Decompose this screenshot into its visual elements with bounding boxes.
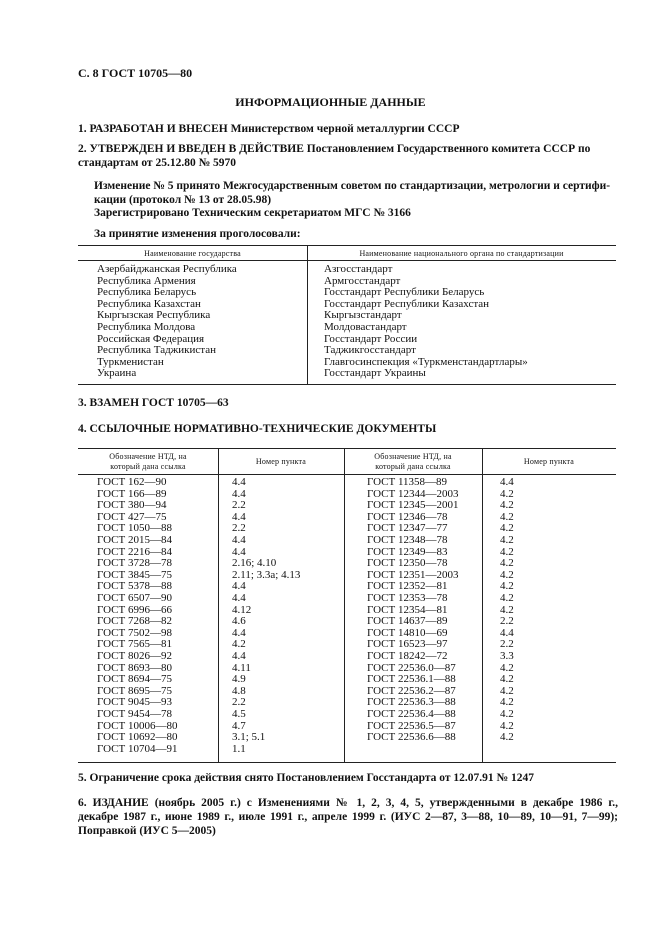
item-1-lead: 1. РАЗРАБОТАН И ВНЕСЕН [78,123,228,135]
vote-row-body: Госстандарт Республики Беларусь [324,286,485,299]
ref-left-num: 4.7 [232,719,246,732]
vote-header-body: Наименование национального органа по стандартизации [359,249,564,258]
ref-right-doc: ГОСТ 12352—81 [367,580,448,593]
ref-right-num: 2.2 [500,615,514,628]
ref-right-num: 4.2 [500,557,514,570]
ref-right-num: 4.2 [500,696,514,709]
page-header: С. 8 ГОСТ 10705—80 [78,66,193,80]
ref-right-doc: ГОСТ 12349—83 [367,545,448,558]
ref-right-num: 4.2 [500,487,514,500]
ref-right-doc: ГОСТ 12347—77 [367,522,448,535]
ref-right-doc: ГОСТ 12348—78 [367,534,448,546]
voted-heading: За принятие изменения проголосовали: [94,228,301,240]
ref-left-num: 4.4 [232,545,246,558]
change-line-3: Зарегистрировано Техническим секретариатом МГС № 3166 [94,207,411,219]
ref-right-num: 4.2 [500,719,514,732]
ref-left-doc: ГОСТ 6507—90 [97,592,172,604]
ref-left-doc: ГОСТ 3845—75 [97,568,172,581]
ref-right-doc: ГОСТ 12344—2003 [367,487,459,500]
ref-right-doc: ГОСТ 11358—89 [367,476,448,488]
ref-left-doc: ГОСТ 8026—92 [97,650,172,662]
vote-row-body: Главгосинспекция «Туркменстандартлары» [324,355,528,368]
ref-left-num: 2.16; 4.10 [232,557,277,570]
ref-left-num: 3.1; 5.1 [232,731,266,744]
vote-row-state: Азербайджанская Республика [97,263,237,275]
ref-left-num: 4.2 [232,638,246,651]
ref-left-doc: ГОСТ 10704—91 [97,742,178,755]
vote-row-state: Республика Молдова [97,321,196,333]
ref-right-num: 4.2 [500,499,514,512]
vote-row-body: Госстандарт Украины [324,367,426,380]
ref-left-num: 4.4 [232,580,246,593]
ref-left-num: 4.4 [232,650,246,662]
vote-row-state: Туркменистан [97,355,164,368]
ref-header-doc-right [344,452,482,472]
ref-right-doc: ГОСТ 12345—2001 [367,499,459,512]
ref-left-doc: ГОСТ 7268—82 [97,615,172,628]
ref-right-doc: ГОСТ 14810—69 [367,626,448,639]
ref-header-doc-right-l2: который дана ссылка [375,462,451,471]
ref-left-doc: ГОСТ 8694—75 [97,673,172,686]
ref-left-num: 1.1 [232,742,246,755]
ref-left-doc: ГОСТ 3728—78 [97,557,172,570]
ref-right-num: 4.2 [500,545,514,558]
ref-left-num: 4.6 [232,615,246,628]
ref-right-doc: ГОСТ 22536.1—88 [367,673,456,686]
page-title: ИНФОРМАЦИОННЫЕ ДАННЫЕ [235,95,426,109]
ref-left-doc: ГОСТ 7565—81 [97,638,172,651]
ref-left-doc: ГОСТ 9454—78 [97,708,172,720]
ref-right-doc: ГОСТ 16523—97 [367,638,448,651]
ref-right-num: 4.2 [500,568,514,581]
ref-right-num: 3.3 [500,650,514,662]
ref-header-doc-right-l1: Обозначение НТД, на [374,452,452,461]
ref-right-num: 2.2 [500,638,514,651]
ref-left-num: 4.4 [232,476,246,488]
ref-left-num: 4.5 [232,708,246,720]
ref-left-doc: ГОСТ 2015—84 [97,534,172,546]
ref-left-doc: ГОСТ 2216—84 [97,545,172,558]
ref-left-doc: ГОСТ 166—89 [97,487,167,500]
ref-left-doc: ГОСТ 5378—88 [97,580,172,593]
vote-row-body: Госстандарт Республики Казахстан [324,297,490,310]
ref-right-num: 4.2 [500,684,514,697]
ref-left-doc: ГОСТ 10006—80 [97,719,178,732]
vote-row-state: Украина [97,367,137,380]
ref-header-num-right: Номер пункта [523,457,575,466]
item-2-rest: Постановлением Государственного комитета СССР по [303,143,591,155]
ref-left-num: 4.4 [232,534,246,546]
ref-right-doc: ГОСТ 22536.2—87 [367,684,456,697]
ref-right-doc: ГОСТ 12351—2003 [367,568,459,581]
ref-left-num: 2.2 [232,522,246,535]
ref-left-num: 4.9 [232,673,246,686]
ref-left-doc: ГОСТ 9045—93 [97,696,172,709]
ref-left-num: 4.4 [232,510,246,523]
vote-row-state: Российская Федерация [97,332,205,345]
vote-row-body: Таджикгосстандарт [324,344,416,357]
ref-left-num: 4.8 [232,684,246,697]
ref-right-num: 4.2 [500,534,514,546]
ref-left-num: 4.4 [232,592,246,604]
ref-left-num: 2.2 [232,499,246,512]
vote-row-body: Азгосстандарт [324,263,393,275]
vote-row-state: Республика Армения [97,274,196,287]
item-3: 3. ВЗАМЕН ГОСТ 10705—63 [78,397,229,409]
vote-row-state: Республика Таджикистан [97,344,216,357]
ref-left-doc: ГОСТ 10692—80 [97,731,178,744]
ref-left-num: 4.4 [232,626,246,639]
change-line-2: кации (протокол № 13 от 28.05.98) [94,194,272,206]
ref-left-doc: ГОСТ 380—94 [97,499,167,512]
ref-left-doc: ГОСТ 162—90 [97,476,167,488]
ref-right-doc: ГОСТ 18242—72 [367,650,448,662]
ref-right-doc: ГОСТ 14637—89 [367,615,448,628]
item-6-line-2: декабре 1987 г., июне 1989 г., июле 1991 г., апреле 1999 г. (ИУС 2—87, 3—88, 10—89, 10—91, 7—99); [78,811,618,823]
ref-left-num: 2.2 [232,696,246,709]
item-5: 5. Ограничение срока действия снято Постановлением Госстандарта от 12.07.91 № 1247 [78,772,534,784]
item-4: 4. ССЫЛОЧНЫЕ НОРМАТИВНО-ТЕХНИЧЕСКИЕ ДОКУМЕНТЫ [78,423,437,435]
ref-right-num: 4.2 [500,522,514,535]
ref-right-doc: ГОСТ 12353—78 [367,592,448,604]
vote-row-body: Армгосстандарт [324,274,401,287]
ref-right-num: 4.2 [500,708,514,720]
ref-left-num: 4.12 [232,603,252,616]
ref-header-doc-left-l2: который дана ссылка [110,462,186,471]
ref-header-doc-left-l1: Обозначение НТД, на [109,452,187,461]
ref-left-doc: ГОСТ 8693—80 [97,661,172,674]
change-line-1: Изменение № 5 принято Межгосударственным советом по стандартизации, метрологии и сертифи- [94,180,611,192]
ref-right-num: 4.2 [500,661,514,674]
ref-right-num: 4.2 [500,510,514,523]
item-1-rest: Министерством черной металлургии СССР [227,123,460,135]
ref-right-num: 4.2 [500,592,514,604]
ref-right-num: 4.2 [500,731,514,744]
vote-header-state: Наименование государства [144,249,241,258]
vote-row-body: Кыргызстандарт [324,309,402,322]
item-2 [78,143,590,155]
ref-right-doc: ГОСТ 22536.3—88 [367,696,456,709]
ref-right-num: 4.2 [500,603,514,616]
vote-row-state: Республика Беларусь [97,286,197,299]
ref-right-doc: ГОСТ 22536.4—88 [367,708,456,720]
ref-left-doc: ГОСТ 7502—98 [97,626,172,639]
vote-row-state: Республика Казахстан [97,297,201,310]
item-6-line-1: 6. ИЗДАНИЕ (ноябрь 2005 г.) с Изменениями № 1, 2, 3, 4, 5, утвержденными в декабре 1986 г., [78,797,618,809]
item-2-line2: стандартам от 25.12.80 № 5970 [78,157,237,169]
vote-row-body: Госстандарт России [324,332,418,345]
ref-left-num: 2.11; 3.3а; 4.13 [232,568,301,581]
item-6-line-3: Поправкой (ИУС 5—2005) [78,825,216,837]
ref-left-num: 4.4 [232,487,246,500]
ref-right-doc: ГОСТ 22536.5—87 [367,719,456,732]
ref-left-doc: ГОСТ 427—75 [97,510,167,523]
ref-right-num: 4.4 [500,476,514,488]
ref-right-doc: ГОСТ 22536.0—87 [367,661,456,674]
ref-right-doc: ГОСТ 12350—78 [367,557,448,570]
item-1 [78,123,460,135]
vote-row-body: Молдовастандарт [324,321,407,333]
ref-left-doc: ГОСТ 6996—66 [97,603,172,616]
ref-right-num: 4.2 [500,673,514,686]
ref-right-doc: ГОСТ 12346—78 [367,510,448,523]
ref-right-num: 4.2 [500,580,514,593]
ref-left-doc: ГОСТ 1050—88 [97,522,172,535]
item-2-lead: 2. УТВЕРЖДЕН И ВВЕДЕН В ДЕЙСТВИЕ [78,143,304,155]
ref-left-num: 4.11 [232,661,251,674]
ref-right-num: 4.4 [500,626,514,639]
ref-header-num-left: Номер пункта [255,457,307,466]
ref-right-doc: ГОСТ 12354—81 [367,603,448,616]
ref-left-doc: ГОСТ 8695—75 [97,684,172,697]
ref-header-doc-left [78,452,218,472]
vote-row-state: Кыргызская Республика [97,309,211,322]
ref-right-doc: ГОСТ 22536.6—88 [367,731,456,744]
